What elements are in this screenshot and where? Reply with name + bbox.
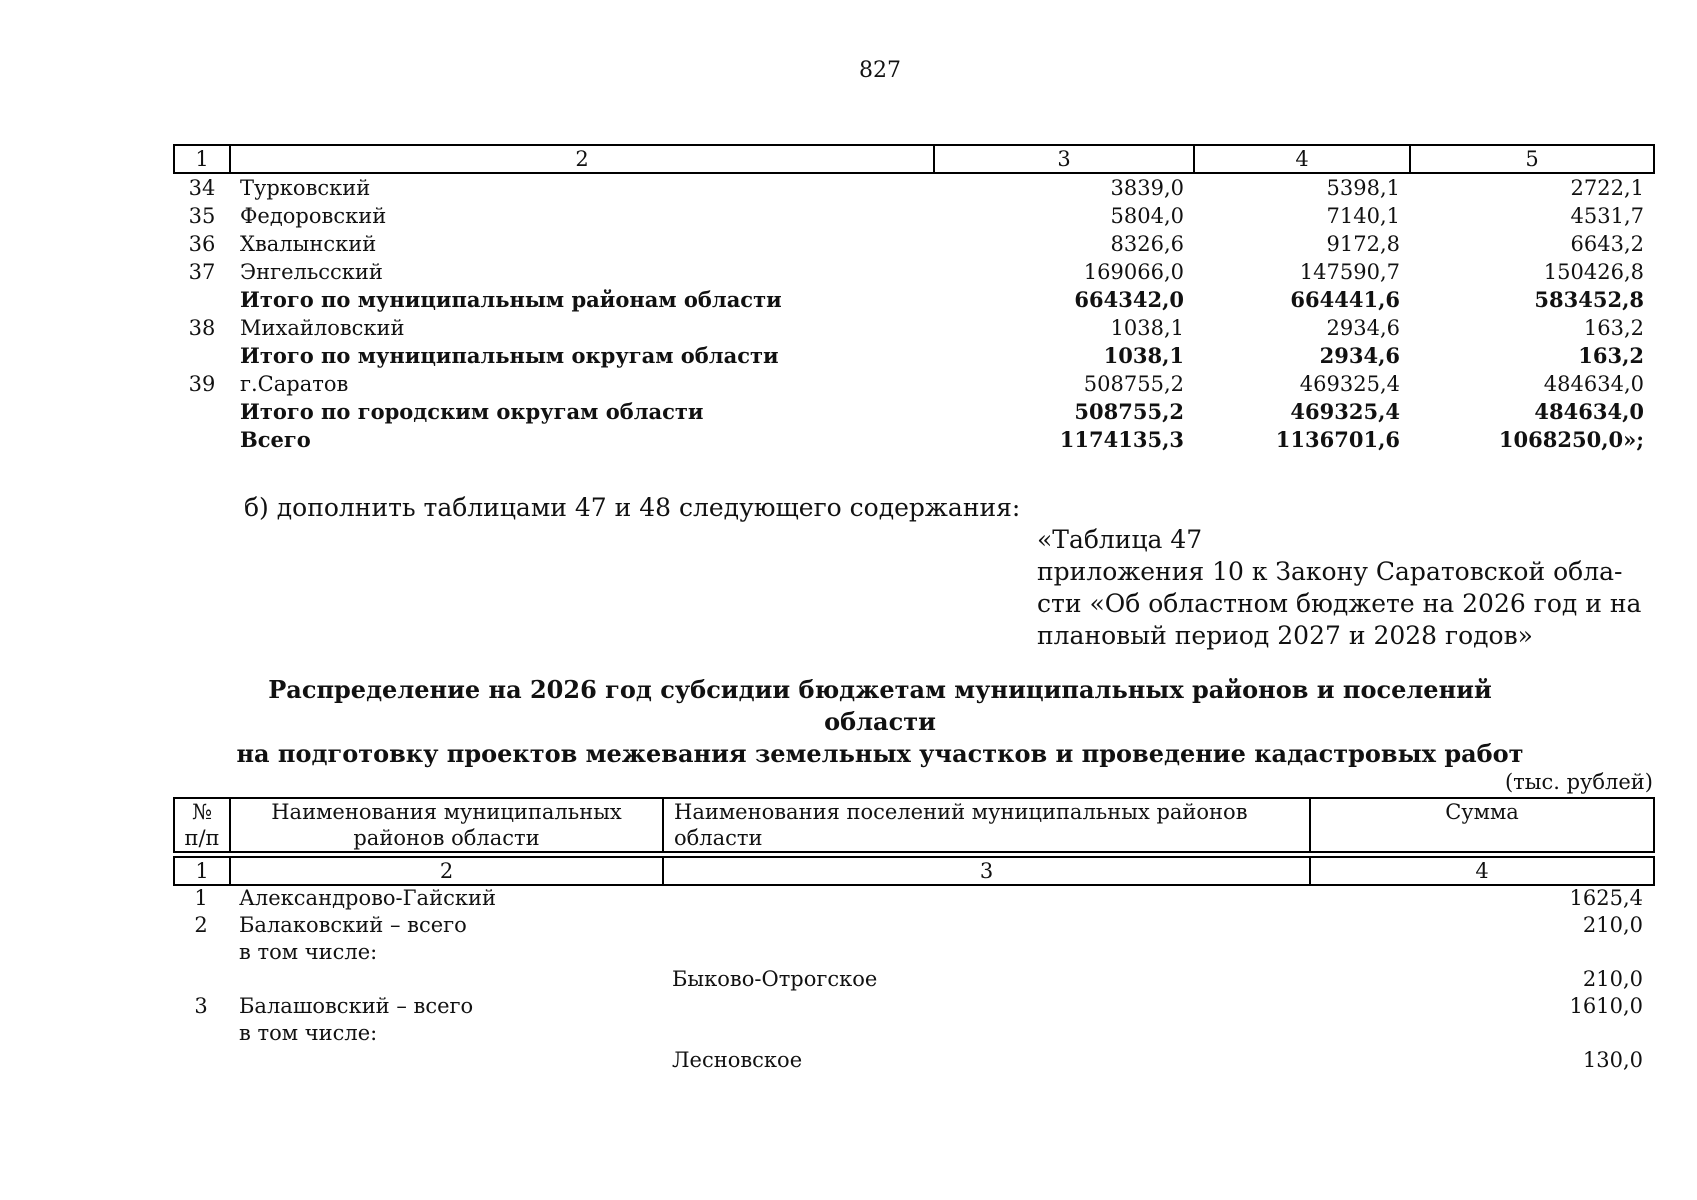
row-number: 39 — [188, 372, 216, 396]
value-col5: 150426,8 — [1543, 260, 1644, 284]
table-row — [174, 398, 1654, 426]
value-col3: 1038,1 — [1103, 343, 1184, 368]
table-row — [173, 885, 1653, 912]
value-col4: 5398,1 — [1326, 176, 1400, 200]
value-col5: 4531,7 — [1570, 204, 1644, 228]
row-number: 3 — [194, 994, 208, 1018]
value-col4: 147590,7 — [1299, 260, 1400, 284]
table-row — [174, 173, 1654, 202]
column-number: 1 — [174, 857, 230, 885]
row-name: Итого по городским округам области — [240, 399, 704, 424]
value-col5: 583452,8 — [1534, 287, 1644, 312]
value-col4: 2934,6 — [1326, 316, 1400, 340]
sum-value: 210,0 — [1582, 967, 1643, 991]
district-name: Балаковский – всего — [239, 913, 467, 937]
value-col5: 163,2 — [1583, 316, 1644, 340]
district-name — [229, 966, 662, 993]
value-col3: 5804,0 — [1110, 204, 1184, 228]
page-number: 827 — [859, 58, 901, 83]
row-name: Итого по муниципальным районам области — [240, 287, 782, 312]
row-number — [174, 286, 230, 314]
value-col4: 469325,4 — [1299, 372, 1400, 396]
value-col4: 7140,1 — [1326, 204, 1400, 228]
column-number: 2 — [230, 857, 663, 885]
row-name: Всего — [240, 427, 311, 452]
value-col3: 508755,2 — [1074, 399, 1184, 424]
table-header-row — [174, 798, 1654, 852]
column-number: 4 — [1310, 857, 1654, 885]
row-number: 1 — [194, 886, 208, 910]
table-row — [174, 202, 1654, 230]
subsidy-table-column-numbers — [173, 856, 1655, 886]
sum-value: 1625,4 — [1569, 886, 1643, 910]
value-col3: 8326,6 — [1110, 232, 1184, 256]
value-col4: 2934,6 — [1319, 343, 1400, 368]
row-name: г.Саратов — [240, 372, 349, 396]
table-row — [174, 258, 1654, 286]
settlement-name — [662, 993, 1309, 1020]
district-name: в том числе: — [239, 1021, 378, 1045]
header-line: № — [192, 800, 212, 824]
row-number — [174, 398, 230, 426]
settlement-name — [662, 1020, 1309, 1047]
value-col3: 3839,0 — [1110, 176, 1184, 200]
settlement-name: Быково-Отрогское — [672, 967, 878, 991]
table-header-row — [174, 145, 1654, 173]
table-annotation — [1037, 524, 1642, 652]
district-name: Александрово-Гайский — [239, 886, 496, 910]
value-col3: 169066,0 — [1083, 260, 1184, 284]
row-name: Михайловский — [240, 316, 405, 340]
table-row — [174, 426, 1654, 454]
value-col3: 508755,2 — [1083, 372, 1184, 396]
table-heading — [230, 674, 1530, 770]
units-label: (тыс. рублей) — [1504, 770, 1653, 794]
table-row — [173, 1020, 1653, 1047]
district-name: Балашовский – всего — [239, 994, 474, 1018]
value-col5: 2722,1 — [1570, 176, 1644, 200]
row-name: Итого по муниципальным округам области — [240, 343, 779, 368]
sum-value: 210,0 — [1582, 913, 1643, 937]
table-row — [174, 370, 1654, 398]
annotation-line: «Таблица 47 — [1037, 525, 1203, 554]
row-name: Турковский — [240, 176, 371, 200]
paragraph-b: б) дополнить таблицами 47 и 48 следующего содержания: — [244, 493, 1021, 522]
subsidy-table-body — [173, 885, 1653, 1074]
value-col5: 1068250,0»; — [1498, 427, 1644, 452]
header-line: п/п — [184, 826, 220, 850]
subsidy-table-header — [173, 797, 1655, 853]
heading-line: Распределение на 2026 год субсидии бюджетам муниципальных районов и поселений области — [268, 675, 1492, 736]
table-row — [173, 912, 1653, 939]
budget-table-continuation — [173, 144, 1655, 454]
column-number-header: 4 — [1194, 145, 1410, 173]
settlement-name — [662, 885, 1309, 912]
number-column-header — [174, 798, 230, 852]
row-number: 2 — [194, 913, 208, 937]
table-body — [173, 885, 1653, 1074]
column-number-header: 1 — [174, 145, 230, 173]
table-row — [173, 1047, 1653, 1074]
column-number-header: 2 — [230, 145, 934, 173]
annotation-line: приложения 10 к Закону Саратовской обла- — [1037, 557, 1623, 586]
value-col5: 484634,0 — [1543, 372, 1644, 396]
district-column-header: Наименования муниципальных районов области — [230, 798, 663, 852]
sum-value: 1610,0 — [1569, 994, 1643, 1018]
value-col3: 664342,0 — [1074, 287, 1184, 312]
sum-value — [1309, 1020, 1653, 1047]
row-number: 38 — [188, 316, 216, 340]
annotation-line: сти «Об областном бюджете на 2026 год и на — [1037, 589, 1642, 618]
value-col3: 1038,1 — [1110, 316, 1184, 340]
row-name: Энгельсский — [240, 260, 383, 284]
table-row — [174, 230, 1654, 258]
row-number — [173, 1047, 229, 1074]
sum-value — [1309, 939, 1653, 966]
settlement-name: Лесновское — [672, 1048, 803, 1072]
table-row — [173, 939, 1653, 966]
row-number — [173, 1020, 229, 1047]
row-name: Федоровский — [240, 204, 387, 228]
district-name — [229, 1047, 662, 1074]
row-number — [173, 966, 229, 993]
value-col4: 469325,4 — [1290, 399, 1400, 424]
value-col5: 163,2 — [1578, 343, 1644, 368]
value-col4: 1136701,6 — [1275, 427, 1400, 452]
column-number: 3 — [663, 857, 1310, 885]
annotation-line: плановый период 2027 и 2028 годов» — [1037, 621, 1533, 650]
heading-line: на подготовку проектов межевания земельных участков и проведение кадастровых работ — [236, 739, 1524, 768]
settlement-column-header: Наименования поселений муниципальных районов области — [663, 798, 1310, 852]
row-number: 34 — [188, 176, 216, 200]
row-number — [173, 939, 229, 966]
row-number: 36 — [188, 232, 216, 256]
table-body — [174, 173, 1654, 454]
table-row — [174, 342, 1654, 370]
row-number: 35 — [188, 204, 216, 228]
row-number — [174, 426, 230, 454]
sum-value: 130,0 — [1582, 1048, 1643, 1072]
table-row — [174, 286, 1654, 314]
district-name: в том числе: — [239, 940, 378, 964]
column-number-header: 5 — [1410, 145, 1654, 173]
value-col3: 1174135,3 — [1059, 427, 1184, 452]
settlement-name — [662, 939, 1309, 966]
value-col4: 664441,6 — [1290, 287, 1400, 312]
settlement-name — [662, 912, 1309, 939]
table-row — [173, 966, 1653, 993]
column-numbers-row — [174, 857, 1654, 885]
row-name: Хвалынский — [240, 232, 377, 256]
sum-column-header: Сумма — [1310, 798, 1654, 852]
table-row — [174, 314, 1654, 342]
value-col5: 484634,0 — [1534, 399, 1644, 424]
value-col5: 6643,2 — [1570, 232, 1644, 256]
value-col4: 9172,8 — [1326, 232, 1400, 256]
column-number-header: 3 — [934, 145, 1194, 173]
row-number: 37 — [188, 260, 216, 284]
table-row — [173, 993, 1653, 1020]
row-number — [174, 342, 230, 370]
